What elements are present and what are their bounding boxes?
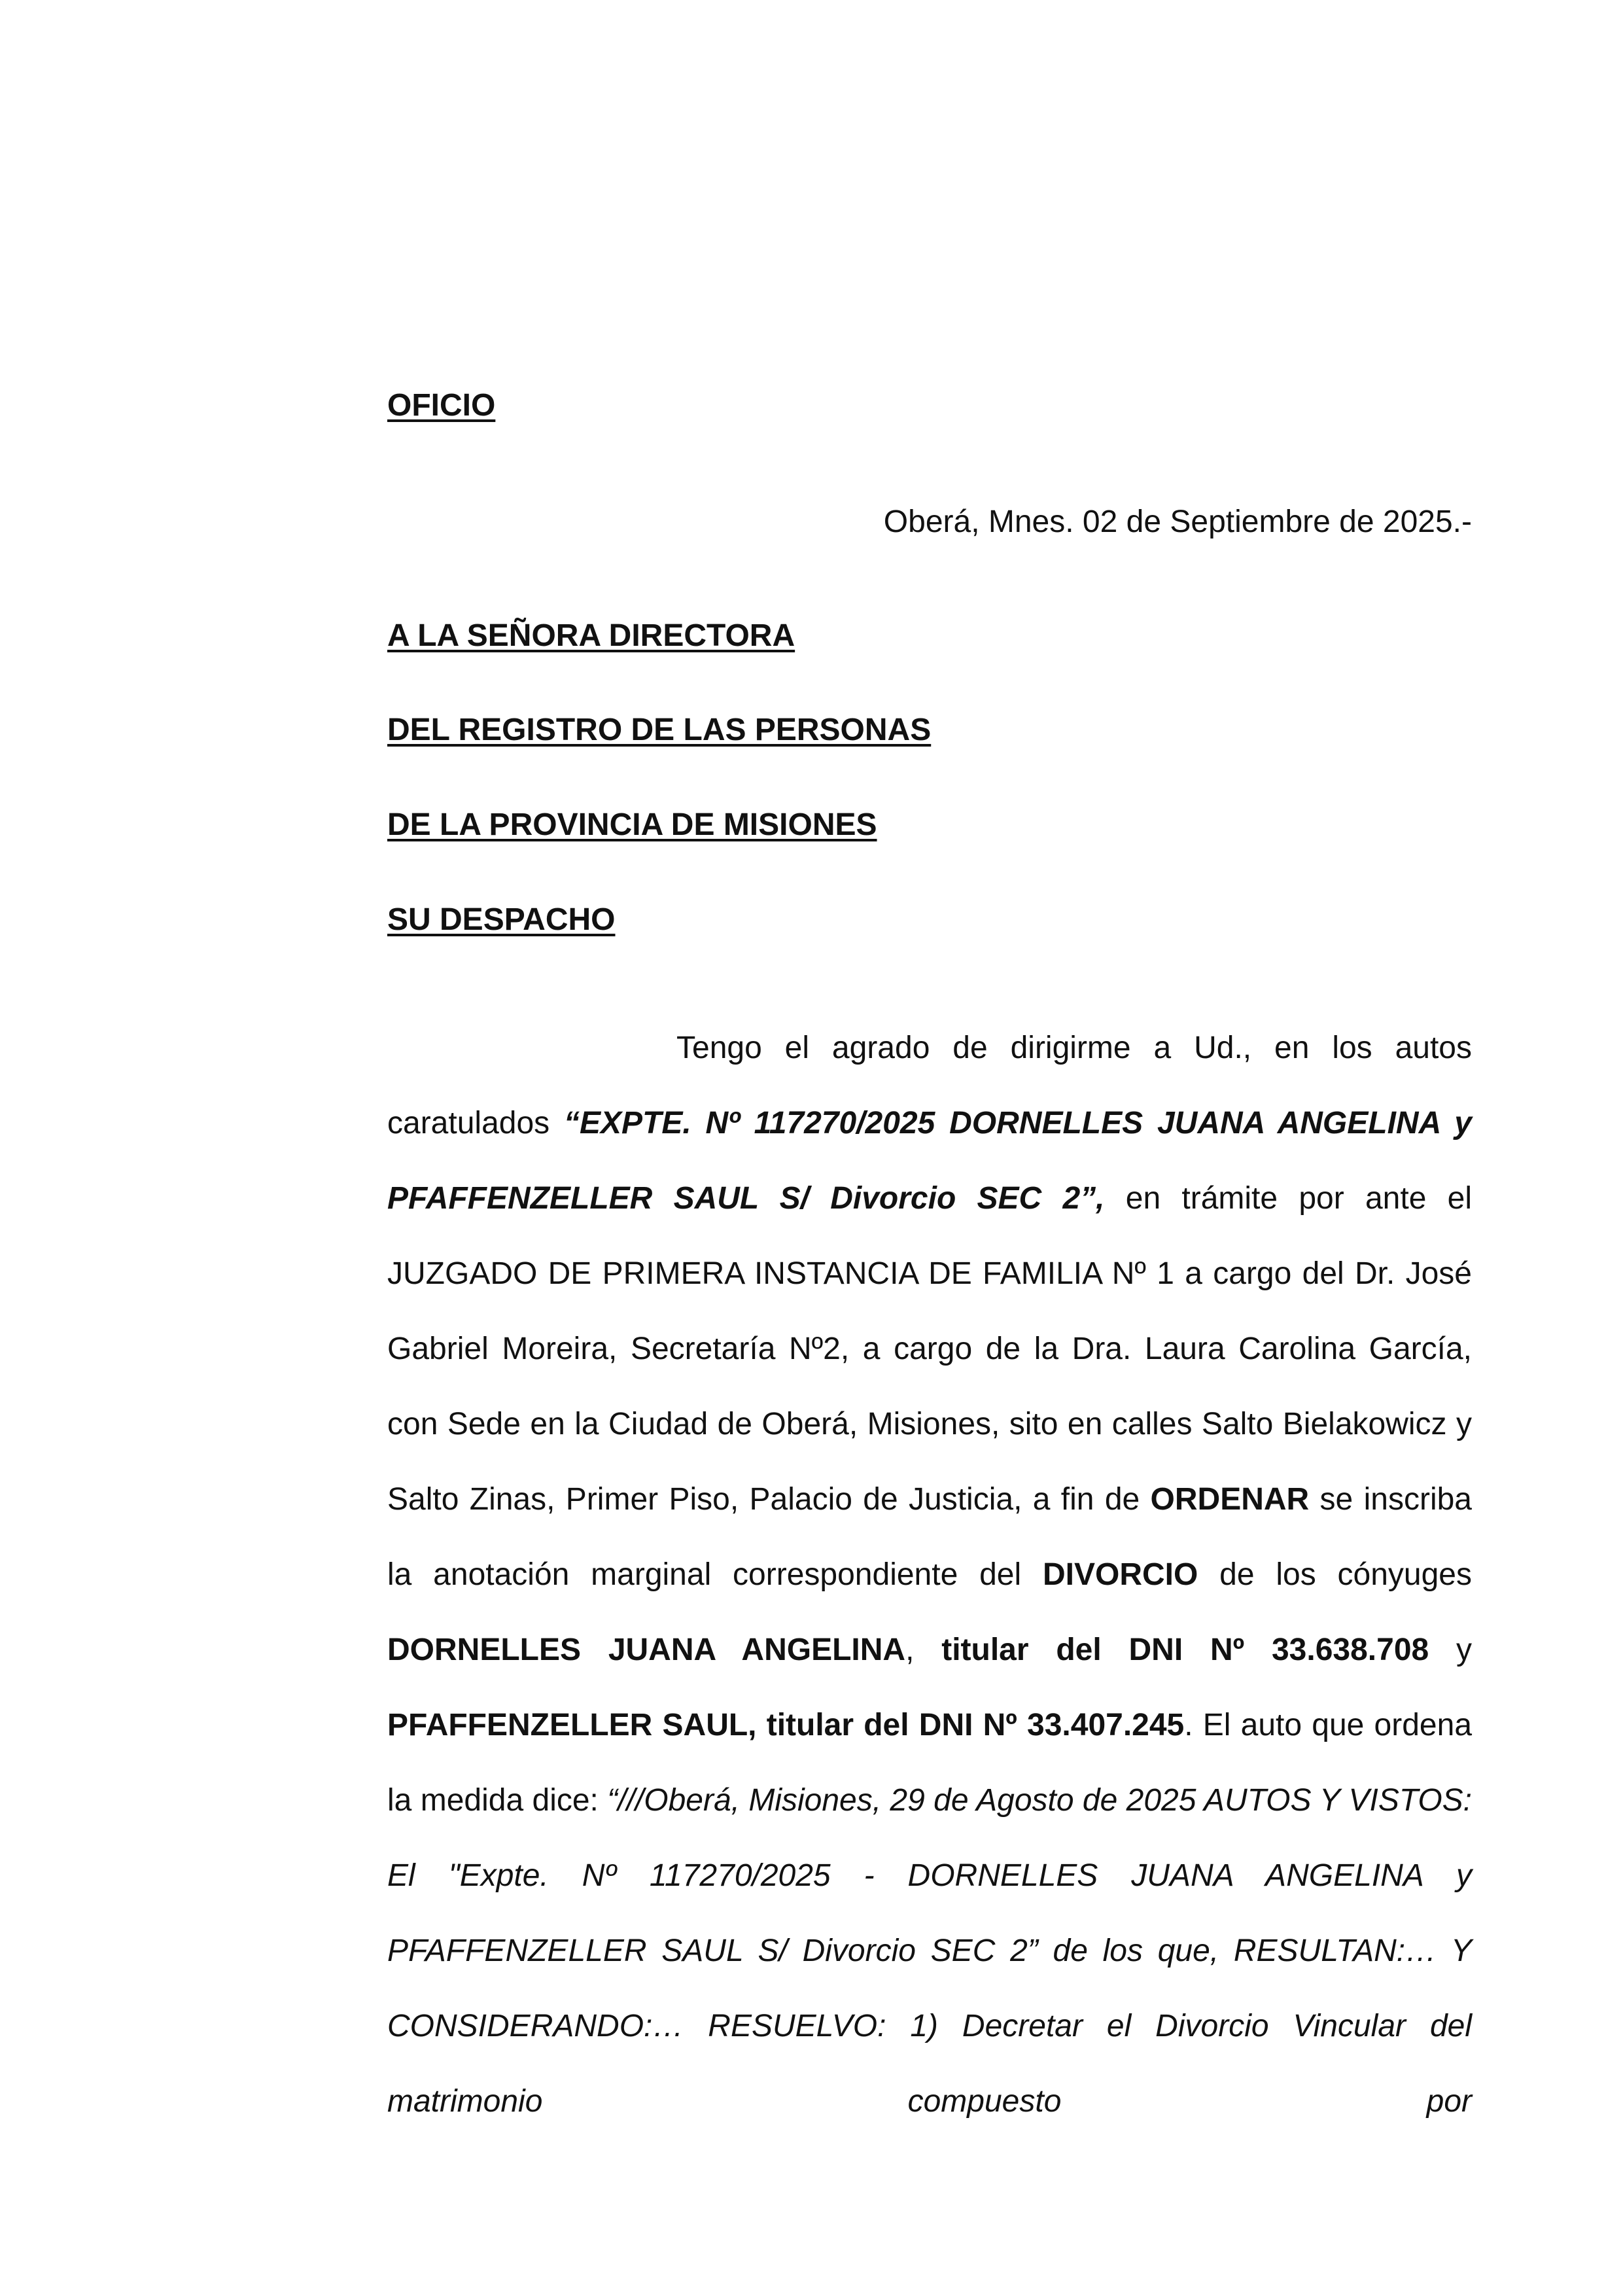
addressee-line-2: DEL REGISTRO DE LAS PERSONAS	[387, 713, 932, 747]
addressee-line-3: DE LA PROVINCIA DE MISIONES	[387, 807, 877, 842]
date-line: Oberá, Mnes. 02 de Septiembre de 2025.-	[883, 504, 1472, 539]
court-text: en trámite por ante el JUZGADO DE PRIMERA INSTANCIA DE FAMILIA Nº 1 a cargo del Dr. José Gabriel Moreira, Secretaría Nº2, a cargo de la Dra. Laura Carolina García, con Sede en la Ciudad de Oberá, Misiones, sito en calles Salto Bielakowicz y Salto Zinas, Primer Piso, Palacio de Justicia, a fin de	[387, 1181, 1472, 1517]
addressee-line-4: SU DESPACHO	[387, 902, 616, 937]
separator-comma: ,	[905, 1633, 942, 1667]
intro-text: Tengo el agrado de dirigirme a Ud., en los autos caratulados	[387, 1031, 1472, 1140]
ordenar-keyword: ORDENAR	[1150, 1482, 1310, 1517]
addressee-line-1: A LA SEÑORA DIRECTORA	[387, 618, 795, 653]
case-title: “EXPTE. Nº 117270/2025 DORNELLES JUANA ANGELINA y PFAFFENZELLER SAUL S/ Divorcio SEC 2”,	[387, 1106, 1472, 1216]
resolution-quote: “///Oberá, Misiones, 29 de Agosto de 2025 AUTOS Y VISTOS: El "Expte. Nº 117270/2025 - DORNELLES JUANA ANGELINA y PFAFFENZELLER SAUL S/ Divorcio SEC 2” de los que, RESULTAN:… Y CONSIDERANDO:… RESUELVO: 1) Decretar el Divorcio Vincular del matrimonio compuesto por	[387, 1783, 1473, 2119]
spouses-text: de los cónyuges	[1198, 1557, 1472, 1592]
divorcio-keyword: DIVORCIO	[1042, 1557, 1198, 1592]
document-title: OFICIO	[387, 388, 496, 423]
body-paragraph	[387, 1010, 1472, 2139]
spouse-2-name-dni: PFAFFENZELLER SAUL, titular del DNI Nº 33.407.245	[387, 1708, 1185, 1742]
auto-text: . El auto que ordena la medida dice:	[387, 1708, 1473, 1818]
and-text: y	[1429, 1633, 1473, 1667]
inscribe-text: se inscriba la anotación marginal correspondiente del	[387, 1482, 1472, 1592]
spouse-1-name: DORNELLES JUANA ANGELINA	[387, 1633, 906, 1667]
spouse-1-dni: titular del DNI Nº 33.638.708	[941, 1633, 1429, 1667]
